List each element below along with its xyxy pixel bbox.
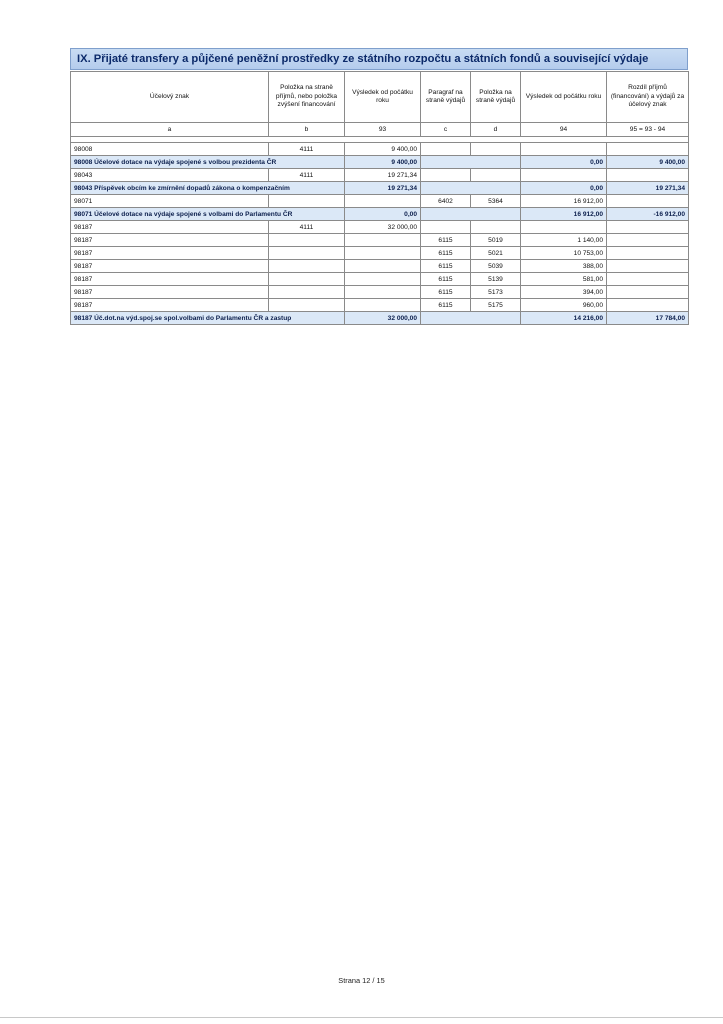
table-row [71, 221, 689, 234]
cell-polozka-vydaju: 5175 [471, 299, 521, 312]
summary-empty-cell [421, 182, 521, 195]
cell-ucelovy-znak: 98187 [71, 234, 269, 247]
cell-polozka-vydaju: 5364 [471, 195, 521, 208]
cell-ucelovy-znak: 98187 [71, 221, 269, 234]
cell-polozka-prijmu [269, 286, 345, 299]
cell-polozka-prijmu [269, 195, 345, 208]
table-row [71, 260, 689, 273]
summary-vysledek-94: 0,00 [521, 156, 607, 169]
cell-vysledek-94: 581,00 [521, 273, 607, 286]
cell-vysledek-93 [345, 260, 421, 273]
summary-label: 98187 Úč.dot.na výd.spoj.se spol.volbami do Parlamentu ČR a zastup [71, 312, 345, 325]
header-paragraf: Paragraf na straně výdajů [421, 72, 471, 123]
summary-vysledek-93: 9 400,00 [345, 156, 421, 169]
header-polozka-vydaju: Položka na straně výdajů [471, 72, 521, 123]
summary-vysledek-94: 0,00 [521, 182, 607, 195]
summary-rozdil: 9 400,00 [607, 156, 689, 169]
cell-polozka-vydaju [471, 143, 521, 156]
cell-paragraf [421, 169, 471, 182]
cell-rozdil [607, 221, 689, 234]
letter-cell: 94 [521, 123, 607, 137]
cell-polozka-prijmu: 4111 [269, 221, 345, 234]
summary-empty-cell [421, 312, 521, 325]
cell-vysledek-94: 388,00 [521, 260, 607, 273]
letter-cell: c [421, 123, 471, 137]
cell-polozka-vydaju: 5139 [471, 273, 521, 286]
header-vysledek-94: Výsledek od počátku roku [521, 72, 607, 123]
summary-label: 98043 Příspěvek obcím ke zmírnění dopadů zákona o kompenzačním [71, 182, 345, 195]
cell-vysledek-93 [345, 195, 421, 208]
cell-vysledek-93 [345, 286, 421, 299]
cell-vysledek-94: 10 753,00 [521, 247, 607, 260]
cell-ucelovy-znak: 98187 [71, 247, 269, 260]
cell-vysledek-94 [521, 221, 607, 234]
cell-rozdil [607, 299, 689, 312]
cell-polozka-vydaju: 5039 [471, 260, 521, 273]
cell-polozka-prijmu: 4111 [269, 143, 345, 156]
cell-polozka-prijmu [269, 234, 345, 247]
header-vysledek-93: Výsledek od počátku roku [345, 72, 421, 123]
cell-paragraf: 6115 [421, 286, 471, 299]
cell-polozka-prijmu [269, 247, 345, 260]
summary-vysledek-93: 32 000,00 [345, 312, 421, 325]
cell-rozdil [607, 273, 689, 286]
header-ucelovy-znak: Účelový znak [71, 72, 269, 123]
cell-ucelovy-znak: 98187 [71, 260, 269, 273]
cell-rozdil [607, 169, 689, 182]
cell-paragraf: 6115 [421, 260, 471, 273]
cell-vysledek-94: 960,00 [521, 299, 607, 312]
letter-cell: d [471, 123, 521, 137]
cell-ucelovy-znak: 98071 [71, 195, 269, 208]
table-row [71, 286, 689, 299]
cell-paragraf [421, 143, 471, 156]
cell-paragraf: 6402 [421, 195, 471, 208]
cell-ucelovy-znak: 98187 [71, 299, 269, 312]
page-edge-divider [0, 1017, 723, 1018]
table-row [71, 143, 689, 156]
summary-row [71, 312, 689, 325]
cell-ucelovy-znak: 98043 [71, 169, 269, 182]
table-row [71, 299, 689, 312]
cell-vysledek-93 [345, 299, 421, 312]
cell-vysledek-94: 16 912,00 [521, 195, 607, 208]
page-number: Strana 12 / 15 [338, 976, 385, 985]
header-row [71, 72, 689, 123]
transfers-table [70, 71, 689, 325]
summary-vysledek-94: 14 216,00 [521, 312, 607, 325]
summary-row [71, 156, 689, 169]
cell-vysledek-93 [345, 273, 421, 286]
table-row [71, 234, 689, 247]
cell-paragraf: 6115 [421, 247, 471, 260]
cell-ucelovy-znak: 98008 [71, 143, 269, 156]
letter-cell: a [71, 123, 269, 137]
cell-vysledek-93: 32 000,00 [345, 221, 421, 234]
summary-rozdil: 17 784,00 [607, 312, 689, 325]
cell-rozdil [607, 286, 689, 299]
cell-polozka-prijmu [269, 260, 345, 273]
cell-rozdil [607, 260, 689, 273]
cell-paragraf: 6115 [421, 234, 471, 247]
table-row [71, 169, 689, 182]
cell-polozka-vydaju: 5019 [471, 234, 521, 247]
summary-label: 98071 Účelové dotace na výdaje spojené s volbami do Parlamentu ČR [71, 208, 345, 221]
summary-vysledek-93: 19 271,34 [345, 182, 421, 195]
summary-row [71, 182, 689, 195]
summary-vysledek-93: 0,00 [345, 208, 421, 221]
summary-label: 98008 Účelové dotace na výdaje spojené s volbou prezidenta ČR [71, 156, 345, 169]
table-row [71, 273, 689, 286]
cell-vysledek-93: 19 271,34 [345, 169, 421, 182]
cell-polozka-vydaju: 5021 [471, 247, 521, 260]
cell-polozka-vydaju: 5173 [471, 286, 521, 299]
cell-paragraf: 6115 [421, 273, 471, 286]
cell-ucelovy-znak: 98187 [71, 273, 269, 286]
cell-vysledek-94: 1 140,00 [521, 234, 607, 247]
table-row [71, 195, 689, 208]
cell-vysledek-93 [345, 247, 421, 260]
cell-ucelovy-znak: 98187 [71, 286, 269, 299]
table-row [71, 247, 689, 260]
cell-rozdil [607, 247, 689, 260]
cell-paragraf [421, 221, 471, 234]
summary-vysledek-94: 16 912,00 [521, 208, 607, 221]
cell-rozdil [607, 143, 689, 156]
column-letters-row [71, 123, 689, 137]
header-rozdil: Rozdíl příjmů (financování) a výdajů za účelový znak [607, 72, 689, 123]
cell-vysledek-93: 9 400,00 [345, 143, 421, 156]
cell-vysledek-94 [521, 169, 607, 182]
cell-polozka-prijmu [269, 299, 345, 312]
letter-cell: b [269, 123, 345, 137]
cell-paragraf: 6115 [421, 299, 471, 312]
summary-row [71, 208, 689, 221]
cell-polozka-vydaju [471, 169, 521, 182]
cell-polozka-prijmu: 4111 [269, 169, 345, 182]
summary-rozdil: -16 912,00 [607, 208, 689, 221]
letter-cell: 95 = 93 - 94 [607, 123, 689, 137]
cell-vysledek-94 [521, 143, 607, 156]
cell-rozdil [607, 195, 689, 208]
cell-polozka-vydaju [471, 221, 521, 234]
section-title: IX. Přijaté transfery a půjčené peněžní prostředky ze státního rozpočtu a státních fondů a související výdaje [70, 48, 688, 70]
cell-rozdil [607, 234, 689, 247]
summary-empty-cell [421, 208, 521, 221]
header-polozka-prijmu: Položka na straně příjmů, nebo položka zvýšení financování [269, 72, 345, 123]
summary-empty-cell [421, 156, 521, 169]
cell-vysledek-94: 394,00 [521, 286, 607, 299]
cell-polozka-prijmu [269, 273, 345, 286]
summary-rozdil: 19 271,34 [607, 182, 689, 195]
letter-cell: 93 [345, 123, 421, 137]
cell-vysledek-93 [345, 234, 421, 247]
